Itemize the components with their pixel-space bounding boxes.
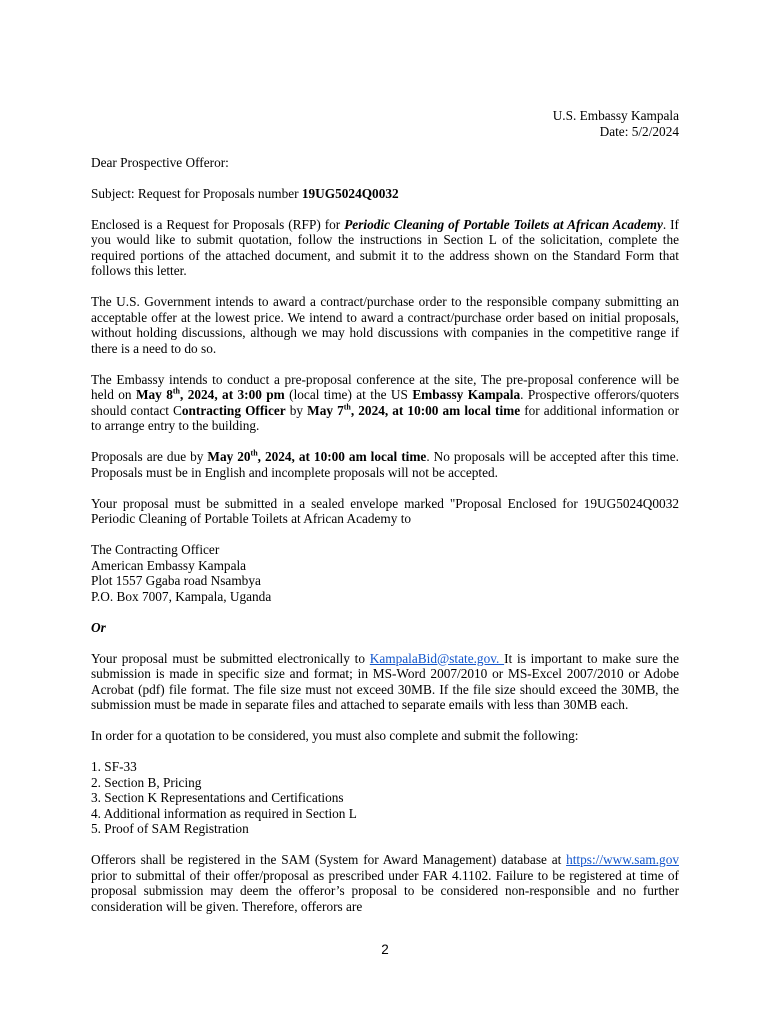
page-number: 2 [381, 942, 389, 957]
sender-line: U.S. Embassy Kampala [552, 108, 679, 123]
para1-text-a: Enclosed is a Request for Proposals (RFP) for [91, 216, 345, 232]
paragraph-conference [91, 372, 679, 434]
salutation: Dear Prospective Offeror: [91, 154, 229, 170]
contact-role: ontracting Officer [181, 402, 286, 418]
list-item: 3. Section K Representations and Certifications [91, 790, 344, 805]
date-line: Date: 5/2/2024 [599, 123, 679, 139]
address-line: The Contracting Officer [91, 542, 220, 557]
paragraph-award: The U.S. Government intends to award a contract/purchase order to the responsible company submitting an acceptable offer at the lowest price. We intend to award a contract/purchase order based on initial proposals, without holding discussions, although we may hold discussions with companies in the competitive range if there is a need to do so. [91, 294, 679, 356]
paragraph-sealed-envelope: Your proposal must be submitted in a sealed envelope marked "Proposal Enclosed for 19UG5024Q0032 Periodic Cleaning of Portable Toilets at African Academy to [91, 495, 679, 526]
para3-text-a: The Embassy intends to conduct a pre-proposal conference at the site, The pre-proposal conference will be held on [91, 371, 679, 402]
para6-text-b: It is important to make sure the submission is made in specific size and format; in MS-Word 2007/2010 or MS-Excel 2007/2010 or Adobe Acrobat (pdf) file format. The file size must not exceed 30MB. If the file size should exceed the 30MB, the submission must be made in separate files and attached to separate emails with less than 30MB each. [91, 650, 679, 712]
conference-location: Embassy Kampala [412, 387, 521, 402]
para3-text-d: by [285, 402, 308, 418]
address-line: P.O. Box 7007, Kampala, Uganda [91, 588, 272, 604]
contact-deadline: May 7th, 2024, at 10:00 am local time [307, 402, 521, 418]
paragraph-sam [91, 852, 679, 914]
list-item: 4. Additional information as required in Section L [91, 805, 357, 821]
subject-prefix: Subject: Request for Proposals number [91, 185, 302, 201]
or-separator: Or [91, 619, 106, 635]
letter-body [91, 108, 679, 930]
para8-text-a: Offerors shall be registered in the SAM (System for Award Management) database at [91, 852, 567, 867]
paragraph-due [91, 449, 679, 480]
paragraph-requirements-intro: In order for a quotation to be considered, you must also complete and submit the following: [91, 728, 579, 743]
para3-text-b: (local time) at the US [284, 387, 413, 402]
rfp-number: 19UG5024Q0032 [301, 185, 399, 201]
address-line: Plot 1557 Ggaba road Nsambya [91, 573, 261, 588]
address-line: American Embassy Kampala [91, 557, 247, 573]
conference-date: May 8th, 2024, at 3:00 pm [135, 386, 285, 402]
list-item: 1. SF-33 [91, 759, 137, 774]
due-date: May 20th, 2024, at 10:00 am local time [207, 448, 427, 464]
para8-text-b: prior to submittal of their offer/proposal as prescribed under FAR 4.1102. Failure to be registered at time of proposal submission may deem the offeror’s proposal to be considered non-responsible and no further consideration will be given. Therefore, offerors are [91, 867, 679, 914]
sam-link[interactable]: https://www.sam.gov [566, 852, 679, 867]
paragraph-electronic [91, 651, 679, 713]
subject-line [91, 186, 679, 202]
list-item: 2. Section B, Pricing [91, 774, 202, 790]
paragraph-enclosed [91, 217, 679, 279]
requirements-list [91, 759, 679, 837]
mailing-address [91, 542, 679, 604]
para3-text-c: . Prospective offerors/quoters should contact C [91, 387, 679, 418]
email-link[interactable]: KampalaBid@state.gov. [369, 650, 505, 666]
para6-text-a: Your proposal must be submitted electronically to [91, 650, 370, 666]
letter-header [91, 108, 679, 139]
para1-text-b: . If you would like to submit quotation, follow the instructions in Section L of the solicitation, complete the required portions of the attached document, and submit it to the address shown on the Standard Form that follows this letter. [91, 216, 679, 278]
para4-text-b: . No proposals will be accepted after this time. Proposals must be in English and incomplete proposals will not be accepted. [91, 449, 680, 480]
rfp-title: Periodic Cleaning of Portable Toilets at African Academy [344, 216, 663, 232]
para4-text-a: Proposals are due by [91, 449, 208, 464]
para3-text-e: for additional information or to arrange entry to the building. [91, 402, 679, 433]
list-item: 5. Proof of SAM Registration [91, 821, 249, 836]
